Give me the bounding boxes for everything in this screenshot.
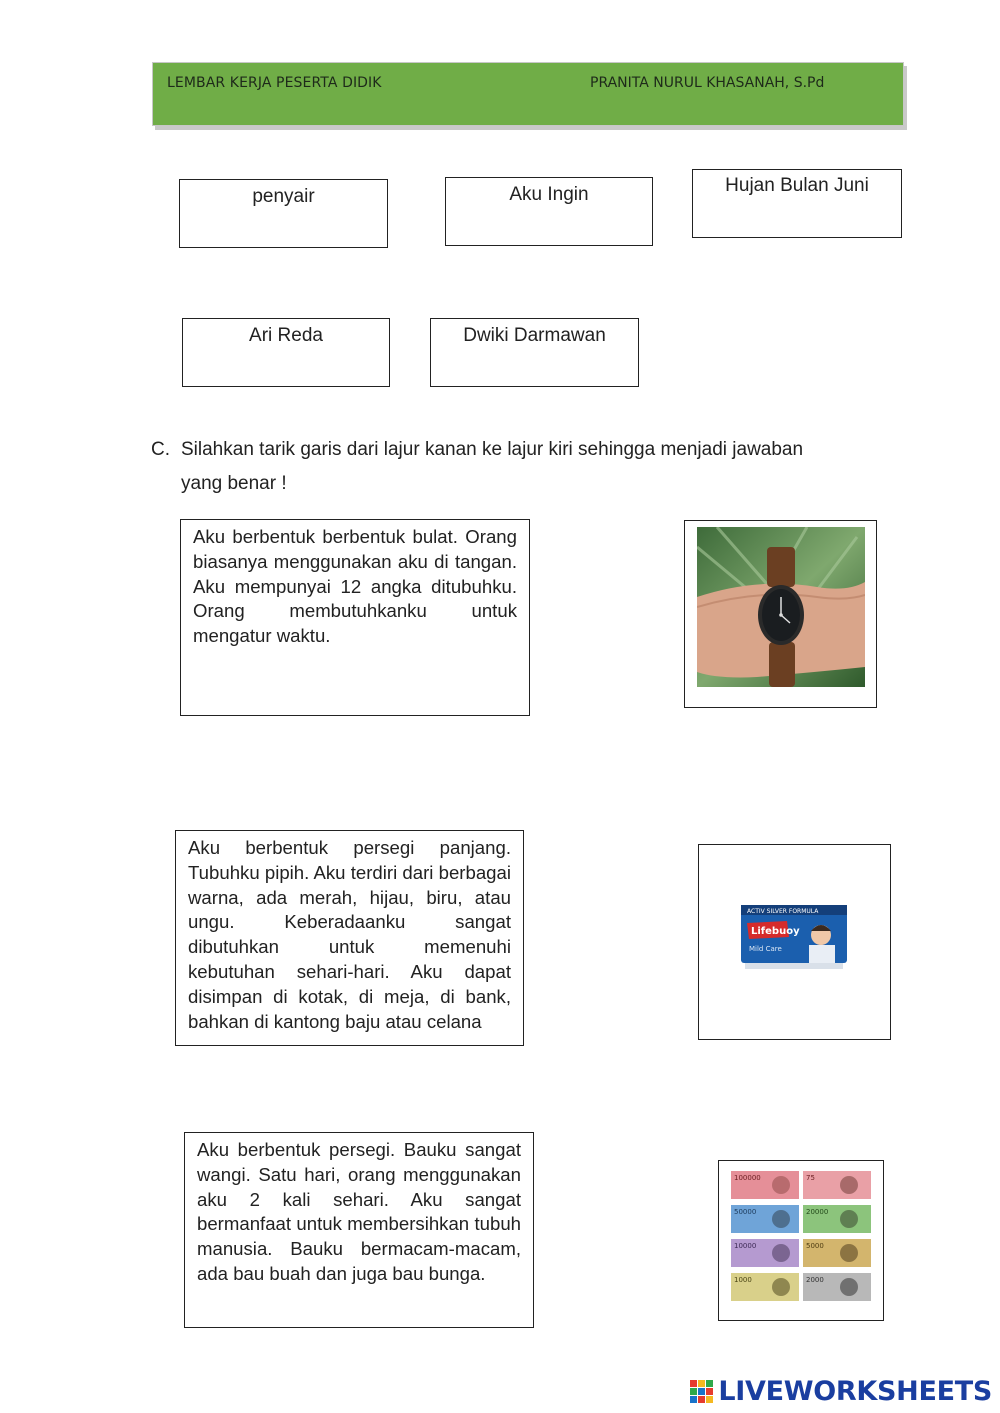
note-label-1000: 1000 (734, 1276, 752, 1284)
soap-variant-text: Mild Care (749, 945, 782, 953)
picture-box-soap[interactable] (698, 844, 891, 1040)
liveworksheets-logo-icon (690, 1380, 714, 1404)
picture-box-money[interactable] (718, 1160, 884, 1321)
note-50000 (731, 1205, 799, 1233)
liveworksheets-logo (690, 1376, 992, 1407)
note-5000 (803, 1239, 871, 1267)
section-c-number: C. (151, 439, 170, 460)
header-bar (152, 62, 904, 126)
header-right-text: PRANITA NURUL KHASANAH, S.Pd (590, 75, 825, 91)
picture-box-watch[interactable] (684, 520, 877, 708)
riddle-box-watch[interactable]: Aku berbentuk berbentuk bulat. Orang biasanya menggunakan aku di tangan. Aku mempunyai 12 angka ditubuhku. Orang membutuhkanku untuk mengatur waktu. (180, 519, 530, 716)
note-100000 (731, 1171, 799, 1199)
word-box-ari-reda[interactable]: Ari Reda (182, 318, 390, 387)
note-label-20000: 20000 (806, 1208, 829, 1216)
instruction-line-1: Silahkan tarik garis dari lajur kanan ke lajur kiri sehingga menjadi jawaban (181, 439, 804, 460)
note-label-5000: 5000 (806, 1242, 824, 1250)
word-box-hujan-bulan-juni[interactable]: Hujan Bulan Juni (692, 169, 902, 238)
note-75 (803, 1171, 871, 1199)
soap-banner-text: ACTIV SILVER FORMULA (747, 908, 819, 915)
note-1000 (731, 1273, 799, 1301)
header-left-text: LEMBAR KERJA PESERTA DIDIK (167, 75, 382, 91)
note-10000 (731, 1239, 799, 1267)
money-image (729, 1169, 875, 1309)
note-2000 (803, 1273, 871, 1301)
note-label-10000: 10000 (734, 1242, 757, 1250)
soap-image (739, 901, 849, 981)
word-box-penyair[interactable]: penyair (179, 179, 388, 248)
note-label-75: 75 (806, 1174, 815, 1182)
soap-brand-text: Lifebuoy (751, 926, 800, 937)
instruction-line-2: yang benar ! (181, 473, 287, 494)
riddle-box-money[interactable]: Aku berbentuk persegi panjang. Tubuhku pipih. Aku terdiri dari berbagai warna, ada merah, hijau, biru, atau ungu. Keberadaanku sangat dibutuhkan untuk memenuhi kebutuhan sehari-hari. Aku dapat disimpan di kotak, di meja, di bank, bahkan di kantong baju atau celana (175, 830, 524, 1046)
note-label-100000: 100000 (734, 1174, 761, 1182)
wristwatch-image (697, 527, 865, 687)
liveworksheets-wordmark: LIVEWORKSHEETS (718, 1376, 992, 1407)
word-box-dwiki-darmawan[interactable]: Dwiki Darmawan (430, 318, 639, 387)
note-label-2000: 2000 (806, 1276, 824, 1284)
note-label-50000: 50000 (734, 1208, 757, 1216)
note-20000 (803, 1205, 871, 1233)
riddle-box-soap[interactable]: Aku berbentuk persegi. Bauku sangat wangi. Satu hari, orang menggunakan aku 2 kali sehari. Aku sangat bermanfaat untuk membersihkan tubuh manusia. Bauku bermacam-macam, ada bau buah dan juga bau bunga. (184, 1132, 534, 1328)
word-box-aku-ingin[interactable]: Aku Ingin (445, 177, 653, 246)
